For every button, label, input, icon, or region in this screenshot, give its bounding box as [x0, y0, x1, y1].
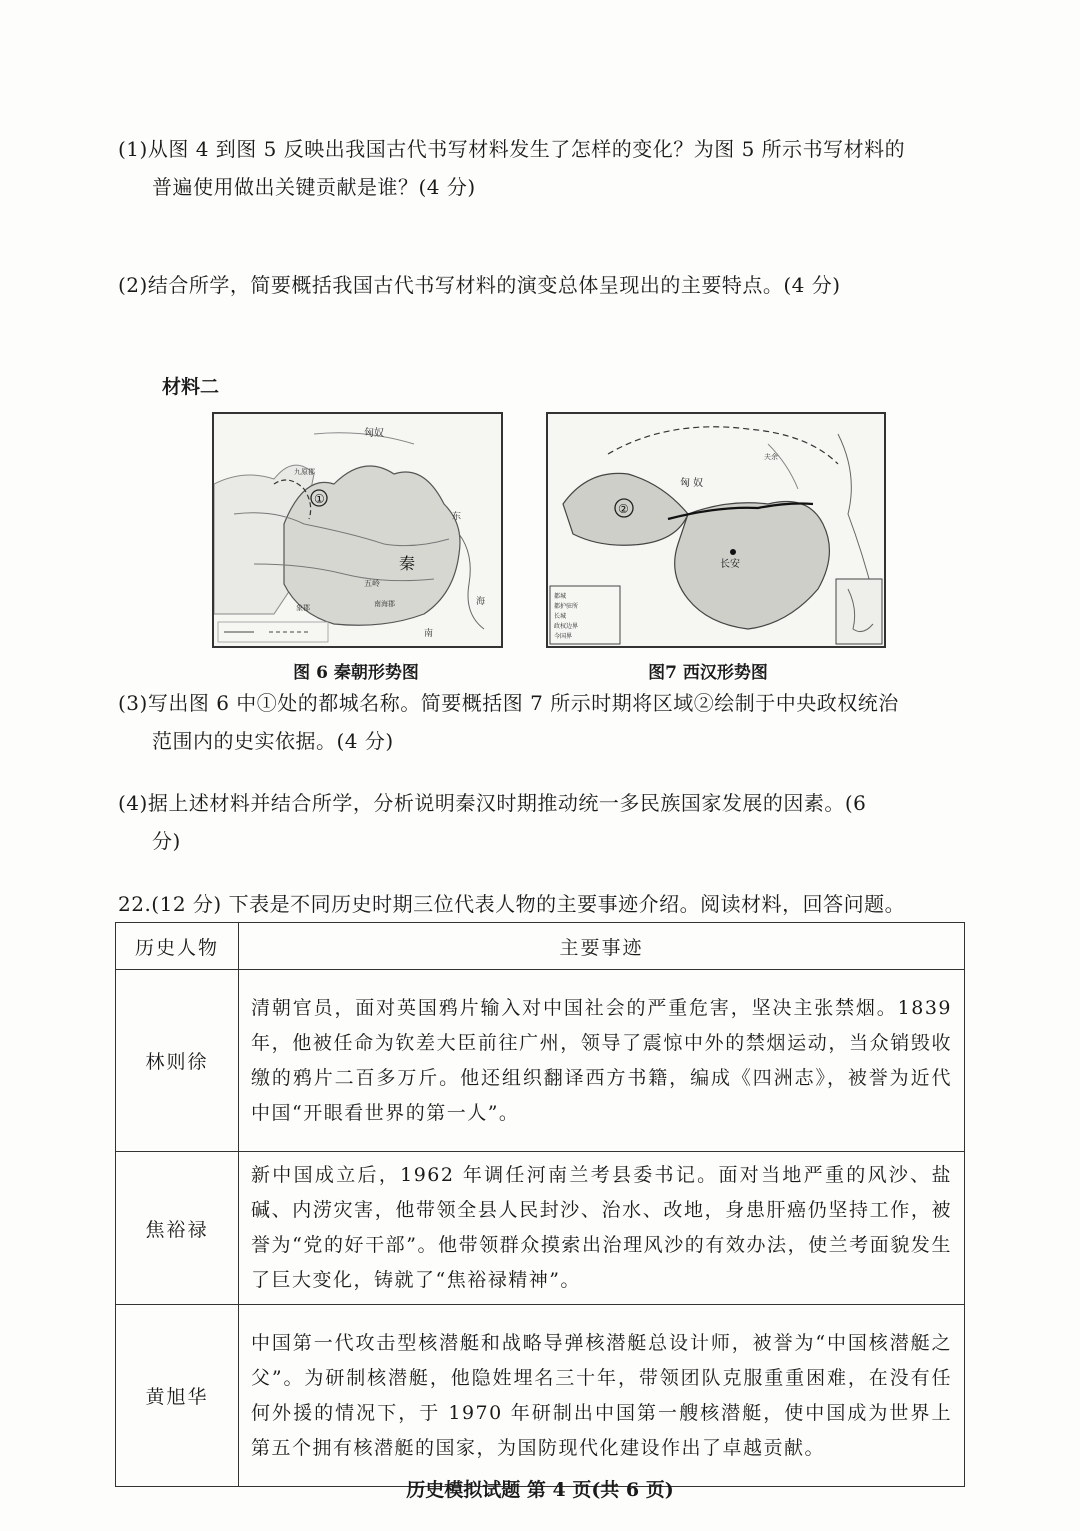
question-2-number: (2) — [118, 273, 148, 297]
header-deeds: 主要事迹 — [239, 923, 965, 970]
table-header-row — [116, 923, 965, 970]
figure-deeds: 清朝官员，面对英国鸦片输入对中国社会的严重危害，坚决主张禁烟。1839 年，他被任命为钦差大臣前往广州，领导了震惊中外的禁烟运动，当众销毁收缴的鸦片二百多万斤。他还组织翻译西方书籍，编成《四洲志》，被誉为近代中国“开眼看世界的第一人”。 — [239, 970, 965, 1152]
question-3-text: 写出图 6 中①处的都城名称。简要概括图 7 所示时期将区域②绘制于中央政权统治 — [147, 691, 899, 715]
map-han-svg — [548, 414, 884, 646]
table-row — [116, 1305, 965, 1487]
map6-label-jiuyuan: 九原郡 — [294, 468, 315, 476]
figure-deeds: 新中国成立后，1962 年调任河南兰考县委书记。面对当地严重的风沙、盐碱、内涝灾害，他带领全县人民封沙、治水、改地，身患肝癌仍坚持工作，被誉为“党的好干部”。他带领群众摸索出治理风沙的有效办法，使兰考面貌发生了巨大变化，铸就了“焦裕禄精神”。 — [239, 1152, 965, 1305]
table-row — [116, 970, 965, 1152]
table-row — [116, 1152, 965, 1305]
header-figure: 历史人物 — [116, 923, 239, 970]
map7-label-fuyu: 夫余 — [764, 453, 778, 461]
question-22-intro: 22.(12 分) 下表是不同历史时期三位代表人物的主要事迹介绍。阅读材料，回答问题。 — [118, 892, 906, 916]
question-4-text: 据上述材料并结合所学，分析说明秦汉时期推动统一多民族国家发展的因素。(6 — [147, 791, 867, 815]
map6-label-hai: 海 — [476, 597, 486, 607]
question-1-continuation: 普遍使用做出关键贡献是谁？(4 分) — [152, 175, 476, 199]
map6-label-dong: 东 — [452, 512, 462, 522]
map6-caption: 图 6 秦朝形势图 — [293, 663, 419, 683]
map7-label-region2: ② — [618, 502, 629, 516]
question-4-number: (4) — [118, 791, 148, 815]
question-3-number: (3) — [118, 691, 148, 715]
question-4 — [118, 784, 978, 860]
map6-label-wuling: 五岭 — [364, 579, 380, 588]
map6-label-nanhai: 南海郡 — [374, 600, 395, 608]
material-label: 材料二 — [162, 376, 220, 398]
question-3 — [118, 684, 978, 760]
question-1-number: (1) — [118, 137, 148, 161]
page-footer: 历史模拟试题 第 4 页(共 6 页) — [406, 1479, 674, 1501]
figure-name: 林则徐 — [116, 970, 239, 1152]
question-2 — [118, 266, 978, 304]
map6-label-xiongnu: 匈奴 — [364, 428, 384, 439]
question-3-continuation: 范围内的史实依据。(4 分) — [152, 729, 394, 753]
map7-legend-0: 都城 — [554, 593, 567, 600]
map-qin-dynasty — [212, 412, 503, 648]
map7-legend-2: 长城 — [554, 613, 567, 620]
figure-name: 黄旭华 — [116, 1305, 239, 1487]
question-2-text: 结合所学，简要概括我国古代书写材料的演变总体呈现出的主要特点。(4 分) — [147, 273, 841, 297]
map7-legend-1: 都护驻所 — [554, 603, 579, 610]
map-qin-svg — [214, 414, 501, 646]
map7-caption: 图7 西汉形势图 — [648, 663, 768, 683]
map7-legend-4: 今国界 — [554, 633, 573, 640]
map6-label-region1: ① — [314, 492, 325, 506]
figures-table — [115, 922, 965, 1487]
map7-label-xiongnu: 匈 奴 — [680, 478, 704, 489]
figure-name: 焦裕禄 — [116, 1152, 239, 1305]
map-western-han — [546, 412, 886, 648]
question-1-text: 从图 4 到图 5 反映出我国古代书写材料发生了怎样的变化？为图 5 所示书写材料的 — [147, 137, 906, 161]
figure-deeds: 中国第一代攻击型核潜艇和战略导弹核潜艇总设计师，被誉为“中国核潜艇之父”。为研制核潜艇，他隐姓埋名三十年，带领团队克服重重困难，在没有任何外援的情况下，于 1970 年研制出中国第一艘核潜艇，使中国成为世界上第五个拥有核潜艇的国家，为国防现代化建设作出了卓越贡献。 — [239, 1305, 965, 1487]
map6-label-nan: 南 — [424, 629, 434, 639]
question-4-continuation: 分) — [152, 829, 181, 853]
map7-legend-3: 政权边界 — [554, 623, 579, 630]
question-1 — [118, 130, 978, 206]
map6-label-qin: 秦 — [399, 554, 416, 573]
map6-label-xiangjun: 象郡 — [296, 604, 310, 612]
map7-label-changan: 长安 — [720, 559, 740, 570]
